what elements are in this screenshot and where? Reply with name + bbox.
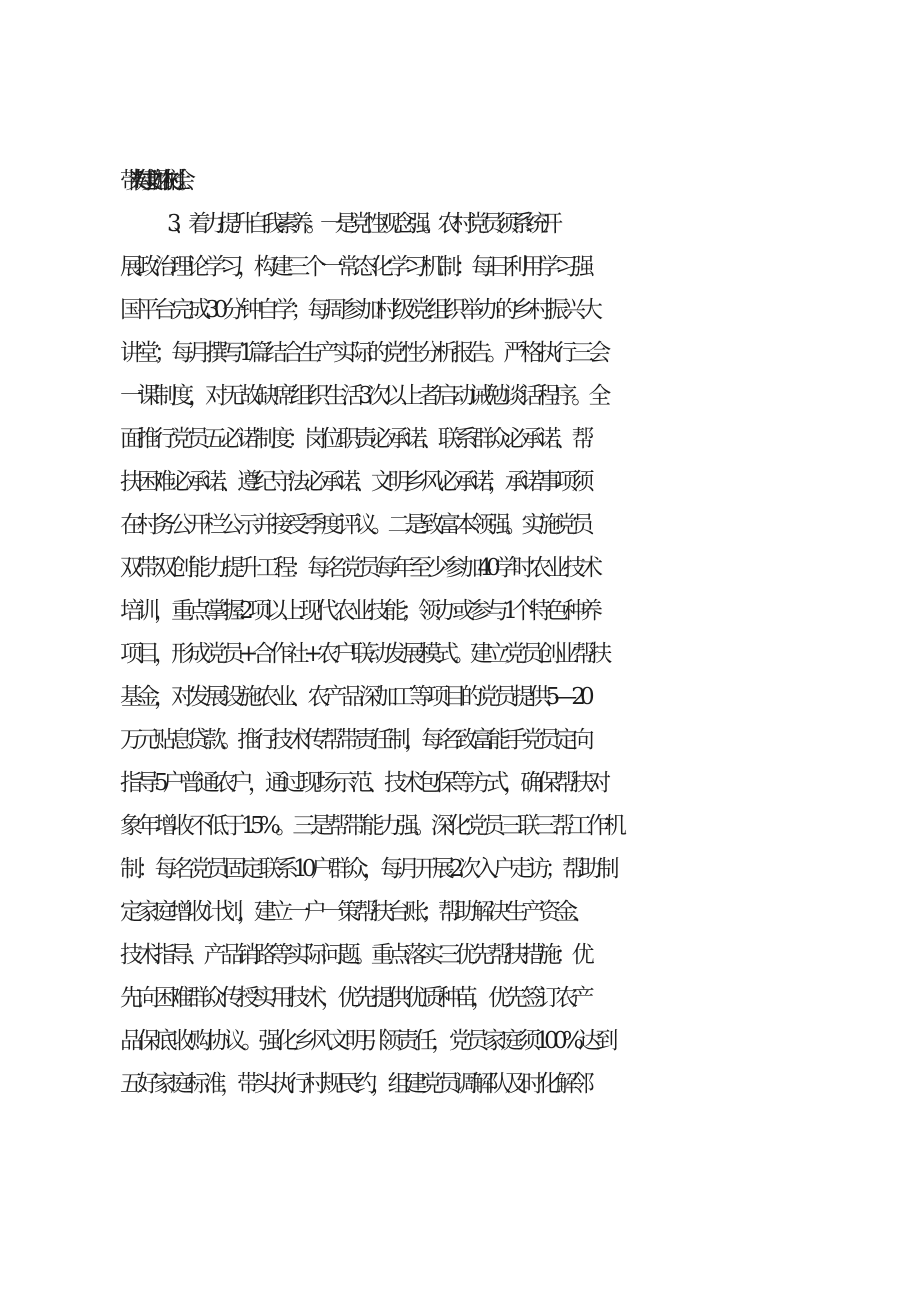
text-line-16: 象年增收不低于15%。三是帮带能力强。深化党员三联三帮工作机	[120, 813, 622, 839]
text-line-12: 项目，形成党员+合作社+农户联动发展模式。建立党员创业帮扶	[120, 641, 607, 667]
text-line-17: 制：每名党员固定联系10户群众，每月开展2次入户走访；帮助制	[120, 856, 614, 882]
text-line-8: 扶困难必承诺、遵纪守法必承诺、文明乡风必承诺，承诺事项须	[120, 469, 589, 495]
text-line-3: 展政治理论学习，构建三个一常态化学习机制：每日利用学习强	[120, 254, 589, 280]
text-line-19: 技术指导、产品销路等实际问题。重点落实三优先帮扶措施：优	[120, 942, 589, 968]
text-line-2: 3、着力提升自我素养。一是党性观念强。农村党员须系统开	[167, 211, 555, 237]
text-line-21: 品保底收购协议。强化乡风文明引领责任，党员家庭须100%达到	[120, 1028, 613, 1054]
text-line-11: 培训，重点掌握2项以上现代农业技能；领办或参与1个特色种养	[120, 598, 597, 624]
text-line-1: 带头构建文明的农村社会。	[120, 168, 184, 194]
text-line-10: 双带双创能力提升工程：每名党员每年至少参加40学时农业技术	[120, 555, 597, 581]
text-line-6: 一课制度，对无故缺席组织生活3次以上者启动诫勉谈话程序。全	[120, 383, 606, 409]
text-line-18: 定家庭增收计划，建立一户一策帮扶台账；帮助解决生产资金、	[120, 899, 589, 925]
text-line-14: 万元贴息贷款。推行技术传帮带责任制，每名致富能手党员定向	[120, 727, 589, 753]
text-line-15: 指导5户普通农户，通过现场示范、技术包保等方式，确保帮扶对	[120, 770, 606, 796]
text-line-13: 基金，对发展设施农业、农产品深加工等项目的党员提供5—20	[120, 684, 589, 710]
text-line-4: 国平台完成30分钟自学；每周参加村级党组织举办的乡村振兴大	[120, 297, 597, 323]
text-line-9: 在村务公开栏公示并接受季度评议。二是致富本领强。实施党员	[120, 512, 589, 538]
text-line-5: 讲堂；每月撰写1篇结合生产实际的党性分析报告。严格执行三会	[120, 340, 606, 366]
text-line-7: 面推行党员五必诺制度：岗位职责必承诺、联系群众必承诺、帮	[120, 426, 589, 452]
text-line-22: 五好家庭标准，带头执行村规民约，组建党员调解队及时化解邻	[120, 1071, 589, 1097]
text-line-20: 先向困难群众传授实用技术，优先提供优质种苗，优先签订农产	[120, 985, 589, 1011]
